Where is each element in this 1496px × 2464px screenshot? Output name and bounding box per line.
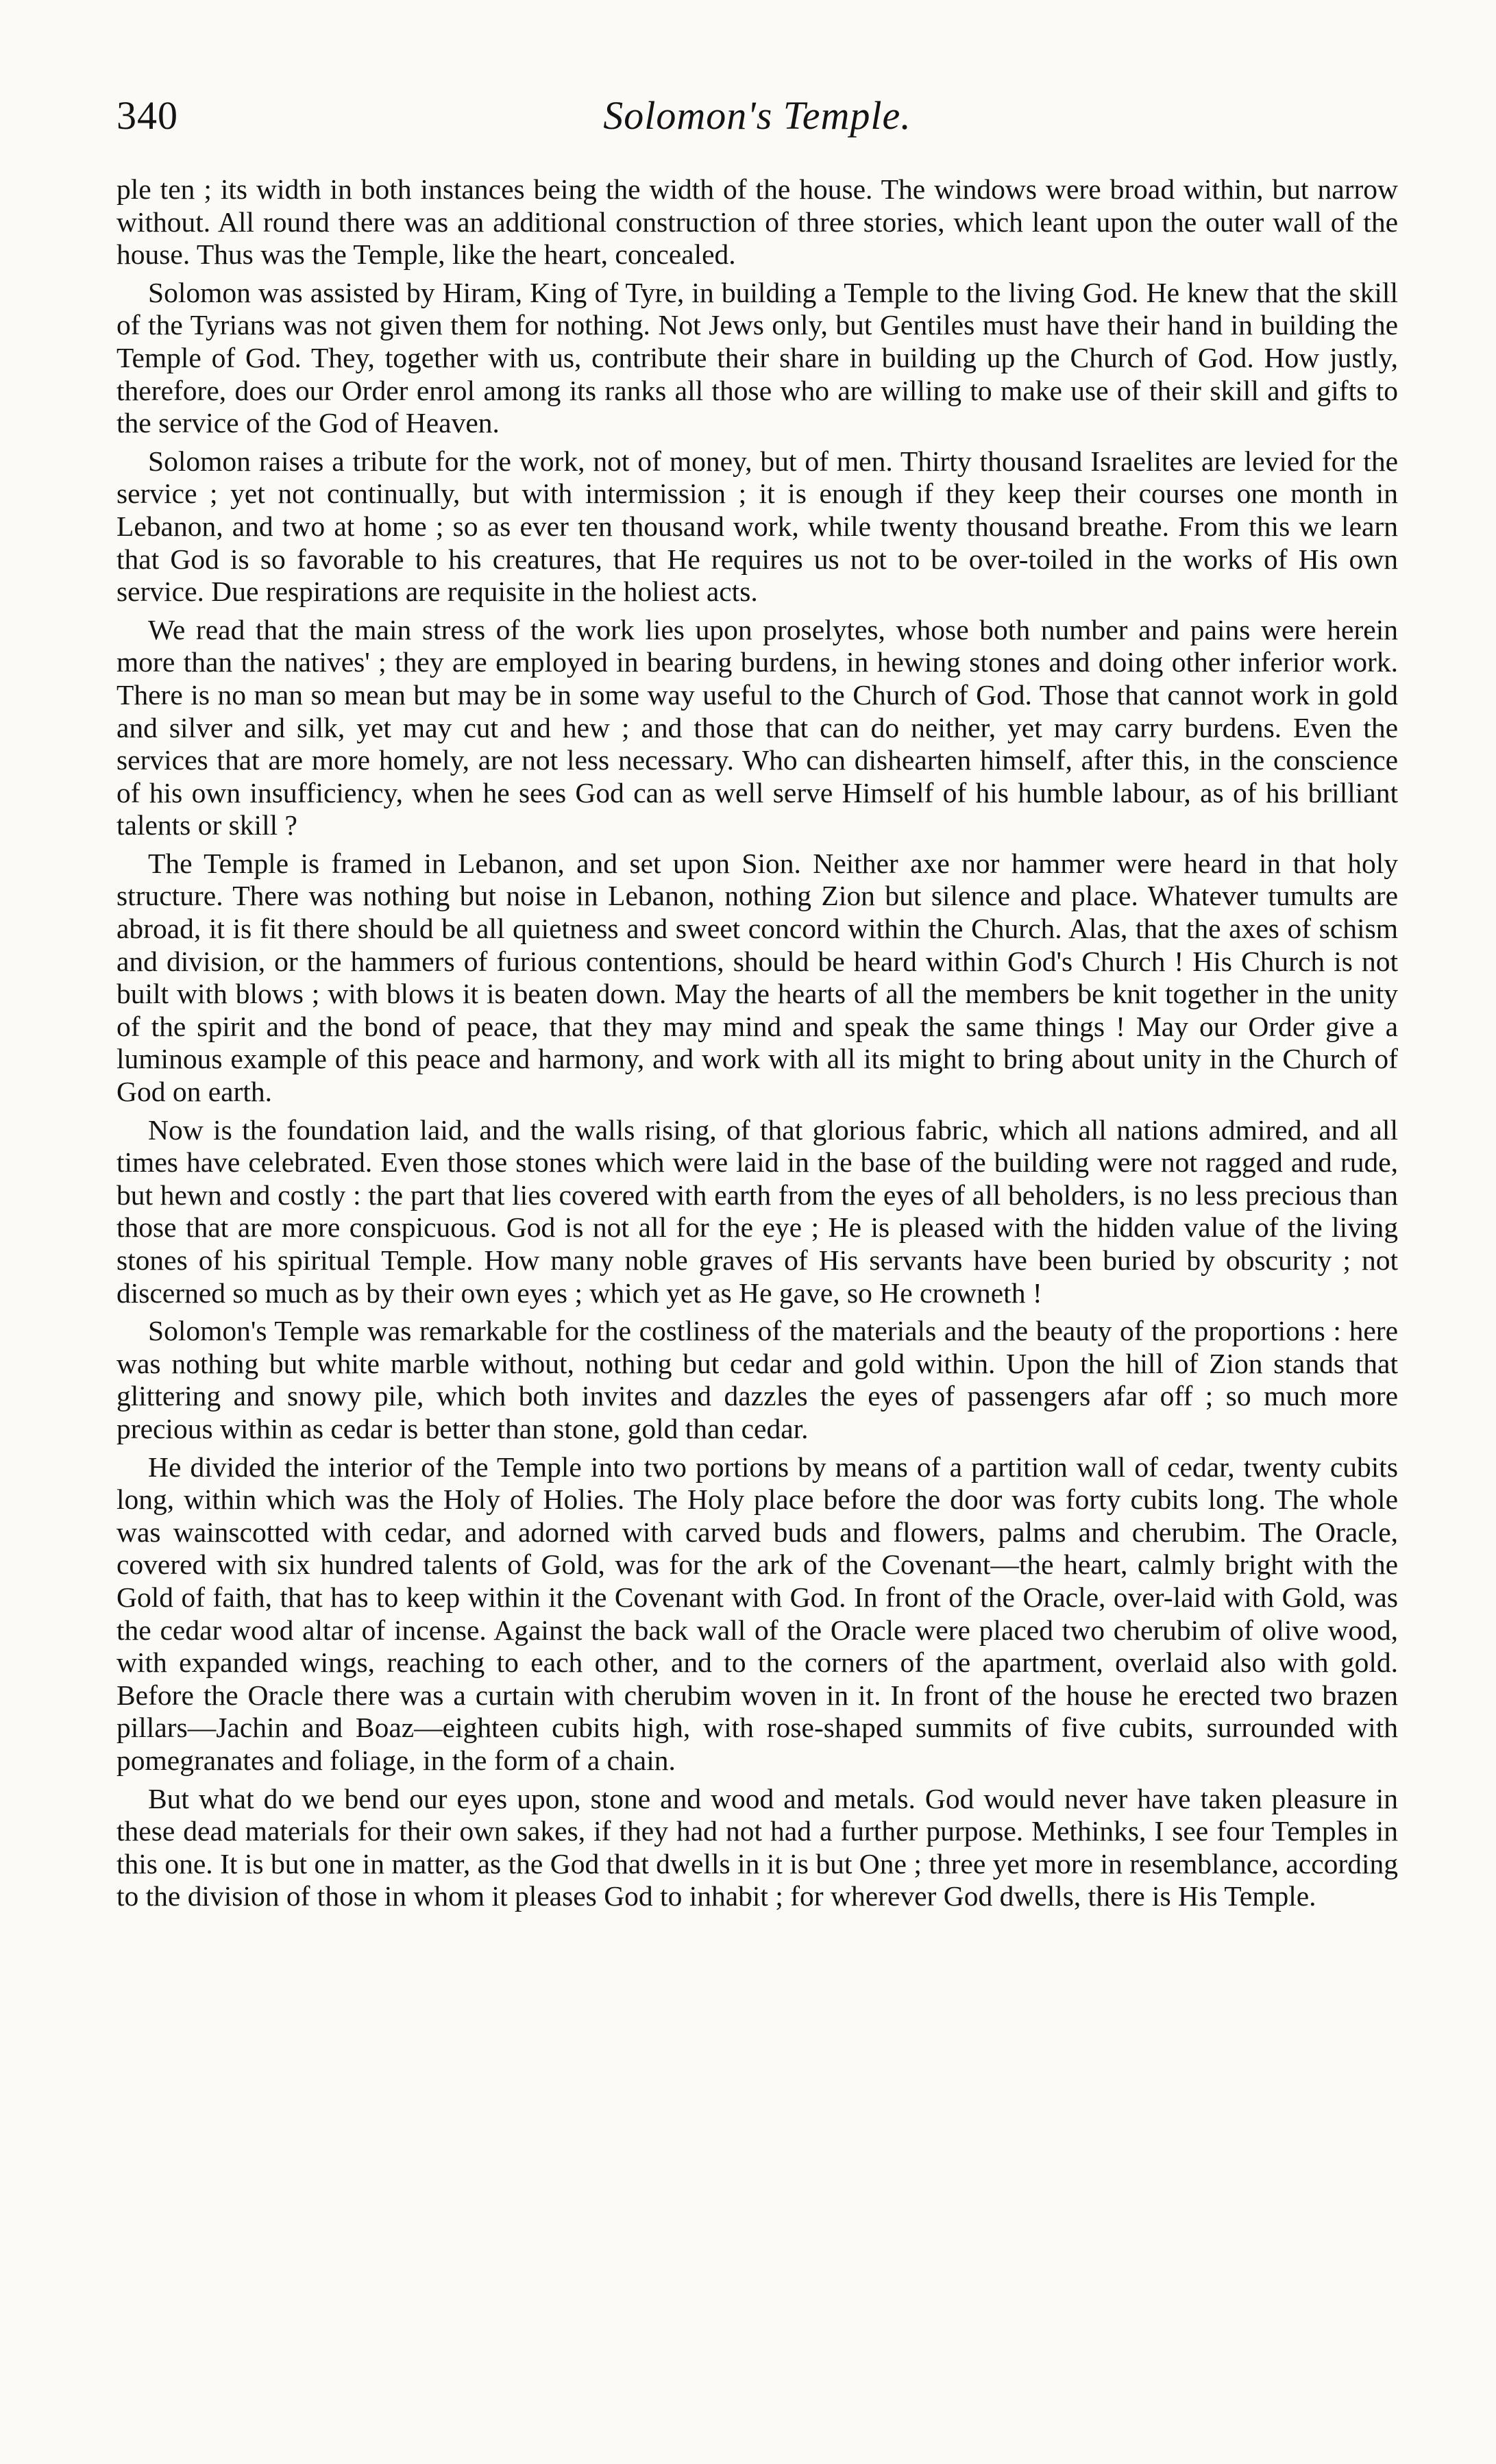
paragraph-four-temples: But what do we bend our eyes upon, stone and wood and metals. God would never have taken pleasure in these dead materials for their own sakes, if they had not had a further purpose. Methinks, I see four Temples in this one. It is but one in matter, as the God that dwells in it is but One ; three yet more in resemblance, according to the division of those in whom it pleases God to inhabit ; for wherever God dwells, there is His Temple. bbox=[117, 1782, 1398, 1912]
paragraph-lebanon: The Temple is framed in Lebanon, and set upon Sion. Neither axe nor hammer were heard in that holy structure. There was nothing but noise in Lebanon, nothing Zion but silence and place. Whatever tumults are abroad, it is fit there should be all quietness and sweet concord within the Church. Alas, that the axes of schism and division, or the hammers of furious contentions, should be heard within God's Church ! His Church is not built with blows ; with blows it is beaten down. May the hearts of all the members be knit together in the unity of the spirit and the bond of peace, that they may mind and speak the same things ! May our Order give a luminous example of this peace and harmony, and work with all its might to bring about unity in the Church of God on earth. bbox=[117, 847, 1398, 1108]
paragraph-tribute: Solomon raises a tribute for the work, not of money, but of men. Thirty thousand Israelites are levied for the service ; yet not continually, but with intermission ; it is enough if they keep their courses one month in Lebanon, and two at home ; so as ever ten thousand work, while twenty thousand breathe. From this we learn that God is so favorable to his creatures, that He requires us not to be over-toiled in the works of His own service. Due respirations are requisite in the holiest acts. bbox=[117, 445, 1398, 608]
book-page bbox=[117, 86, 1398, 1919]
page-number: 340 bbox=[117, 93, 178, 138]
page-body bbox=[117, 173, 1398, 1913]
running-title: Solomon's Temple. bbox=[603, 93, 911, 138]
paragraph-interior: He divided the interior of the Temple into two portions by means of a partition wall of cedar, twenty cubits long, within which was the Holy of Holies. The Holy place before the door was forty cubits long. The whole was wainscotted with cedar, and adorned with carved buds and flowers, palms and cherubim. The Oracle, covered with six hundred talents of Gold, was for the ark of the Covenant—the heart, calmly bright with the Gold of faith, that has to keep within it the Covenant with God. In front of the Oracle, over-laid with Gold, was the cedar wood altar of incense. Against the back wall of the Oracle were placed two cherubim of olive wood, with expanded wings, reaching to each other, and to the corners of the apartment, overlaid also with gold. Before the Oracle there was a curtain with cherubim woven in it. In front of the house he erected two brazen pillars—Jachin and Boaz—eighteen cubits high, with rose-shaped summits of five cubits, surrounded with pomegranates and foliage, in the form of a chain. bbox=[117, 1451, 1398, 1776]
paragraph-proselytes: We read that the main stress of the work lies upon proselytes, whose both number and pains were herein more than the natives' ; they are employed in bearing burdens, in hewing stones and doing other inferior work. There is no man so mean but may be in some way useful to the Church of God. Those that cannot work in gold and silver and silk, yet may cut and hew ; and those that can do neither, yet may carry burdens. Even the services that are more homely, are not less necessary. Who can dishearten himself, after this, in the conscience of his own insufficiency, when he sees God can as well serve Himself of his humble labour, as of his brilliant talents or skill ? bbox=[117, 613, 1398, 841]
paragraph-continuation: ple ten ; its width in both instances being the width of the house. The windows were broad within, but narrow without. All round there was an additional construction of three stories, which leant upon the outer wall of the house. Thus was the Temple, like the heart, concealed. bbox=[117, 173, 1398, 271]
paragraph-materials: Solomon's Temple was remarkable for the costliness of the materials and the beauty of the proportions : here was nothing but white marble without, nothing but cedar and gold within. Upon the hill of Zion stands that glittering and snowy pile, which both invites and dazzles the eyes of passengers afar off ; so much more precious within as cedar is better than stone, gold than cedar. bbox=[117, 1315, 1398, 1444]
paragraph-hiram: Solomon was assisted by Hiram, King of Tyre, in building a Temple to the living God. He knew that the skill of the Tyrians was not given them for nothing. Not Jews only, but Gentiles must have their hand in building the Temple of God. They, together with us, contribute their share in building up the Church of God. How justly, therefore, does our Order enrol among its ranks all those who are willing to make use of their skill and gifts to the service of the God of Heaven. bbox=[117, 276, 1398, 439]
paragraph-foundation: Now is the foundation laid, and the walls rising, of that glorious fabric, which all nations admired, and all times have celebrated. Even those stones which were laid in the base of the building were not ragged and rude, but hewn and costly : the part that lies covered with earth from the eyes of all beholders, is no less precious than those that are more conspicuous. God is not all for the eye ; He is pleased with the hidden value of the living stones of his spiritual Temple. How many noble graves of His servants have been buried by obscurity ; not discerned so much as by their own eyes ; which yet as He gave, so He crowneth ! bbox=[117, 1113, 1398, 1309]
page-header bbox=[117, 86, 1398, 161]
